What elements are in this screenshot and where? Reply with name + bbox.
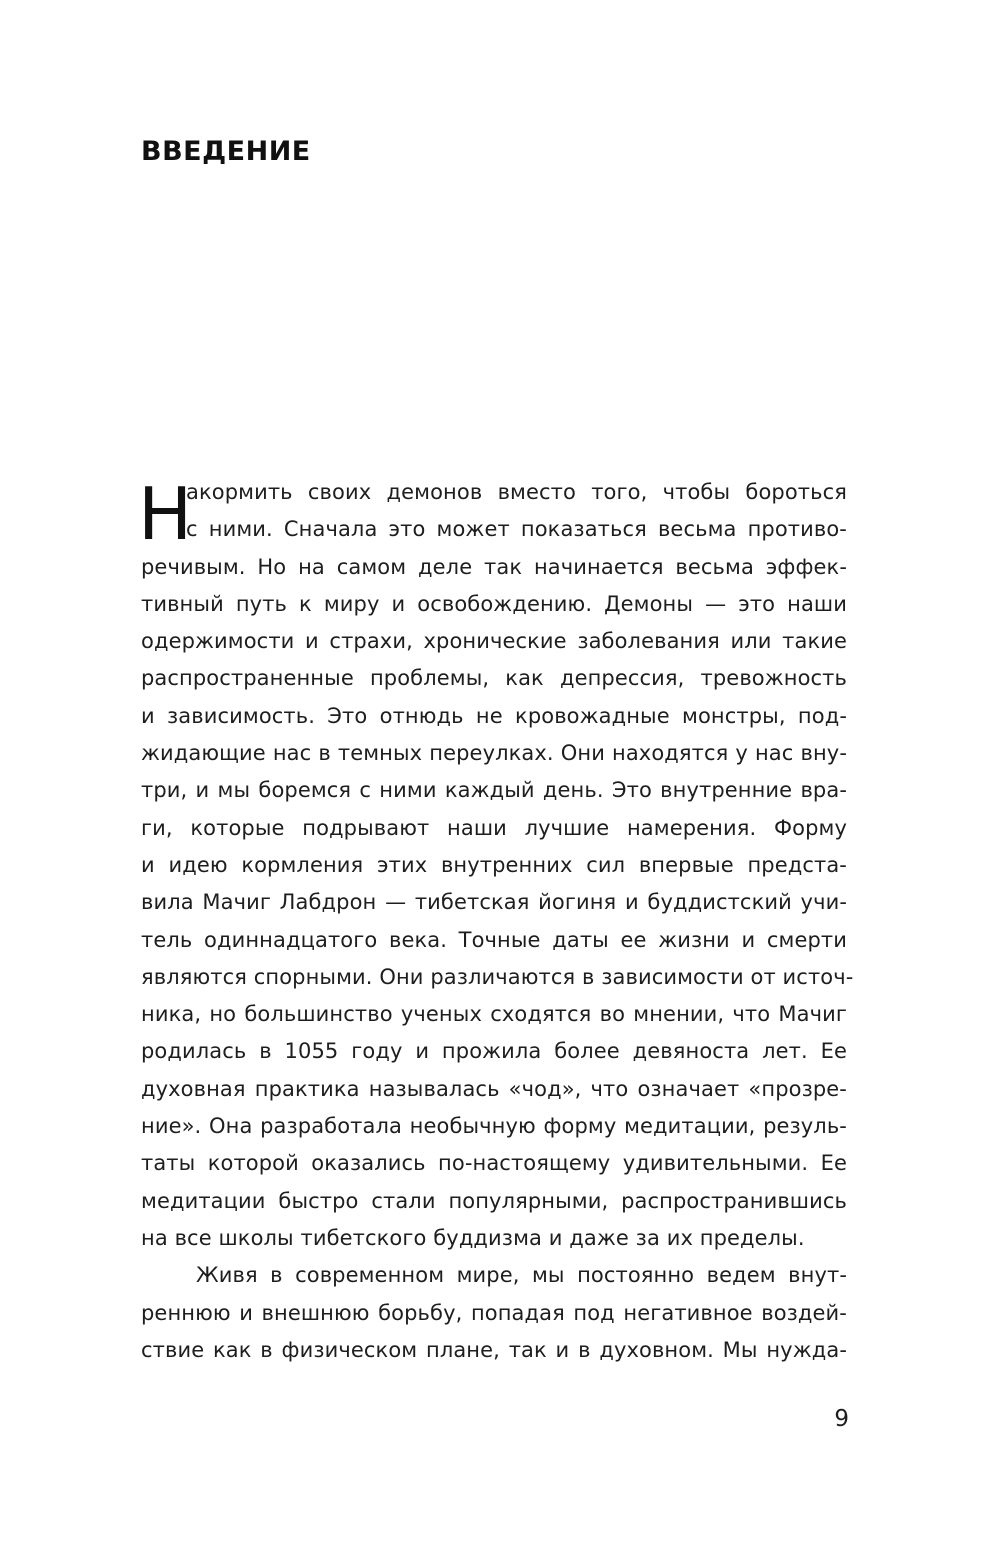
chapter-title: ВВЕДЕНИЕ — [141, 136, 311, 167]
text-line: на все школы тибетского буддизма и даже за их пределы. — [141, 1225, 805, 1250]
text-line: жидающие нас в темных переулках. Они находятся у нас вну- — [141, 741, 847, 766]
text-line-content: акормить своих демонов вместо того, чтобы бороться — [186, 480, 847, 504]
page-number: 9 — [834, 1406, 849, 1432]
body-text — [138, 472, 854, 1369]
text-line: ги, которые подрывают наши лучшие намерения. Форму — [141, 815, 847, 840]
drop-cap: Н — [138, 472, 193, 556]
text-line: речивым. Но на самом деле так начинается весьма эффек- — [141, 554, 847, 579]
text-line: ние». Она разработала необычную форму медитации, резуль- — [141, 1114, 847, 1139]
text-line: и зависимость. Это отнюдь не кровожадные монстры, под- — [141, 703, 847, 728]
text-line: одержимости и страхи, хронические заболевания или такие — [141, 629, 847, 654]
text-line: вила Мачиг Лабдрон — тибетская йогиня и буддистский учи- — [141, 890, 847, 915]
text-line: распространенные проблемы, как депрессия, тревожность — [141, 666, 847, 691]
text-line: духовная практика называлась «чод», что означает «прозре- — [141, 1076, 847, 1101]
text-line: ника, но большинство ученых сходятся во мнении, что Мачиг — [141, 1002, 847, 1027]
text-line: тивный путь к миру и освобождению. Демоны — это наши — [141, 591, 847, 616]
text-line: медитации быстро стали популярными, распространившись — [141, 1188, 847, 1213]
text-line: три, и мы боремся с ними каждый день. Это внутренние вра- — [141, 778, 847, 803]
text-line: являются спорными. Они различаются в зависимости от источ- — [141, 964, 854, 989]
text-line: таты которой оказались по-настоящему удивительными. Ее — [141, 1151, 847, 1176]
text-line: ствие как в физическом плане, так и в духовном. Мы нужда- — [141, 1337, 847, 1362]
text-line: с ними. Сначала это может показаться весьма противо- — [186, 517, 847, 542]
text-line: и идею кормления этих внутренних сил впервые предста- — [141, 852, 847, 877]
text-line: родилась в 1055 году и прожила более девяноста лет. Ее — [141, 1039, 847, 1064]
text-line: Живя в современном мире, мы постоянно ведем внут- — [196, 1263, 847, 1288]
text-line: тель одиннадцатого века. Точные даты ее жизни и смерти — [141, 927, 847, 952]
text-line: реннюю и внешнюю борьбу, попадая под негативное воздей- — [141, 1300, 847, 1325]
